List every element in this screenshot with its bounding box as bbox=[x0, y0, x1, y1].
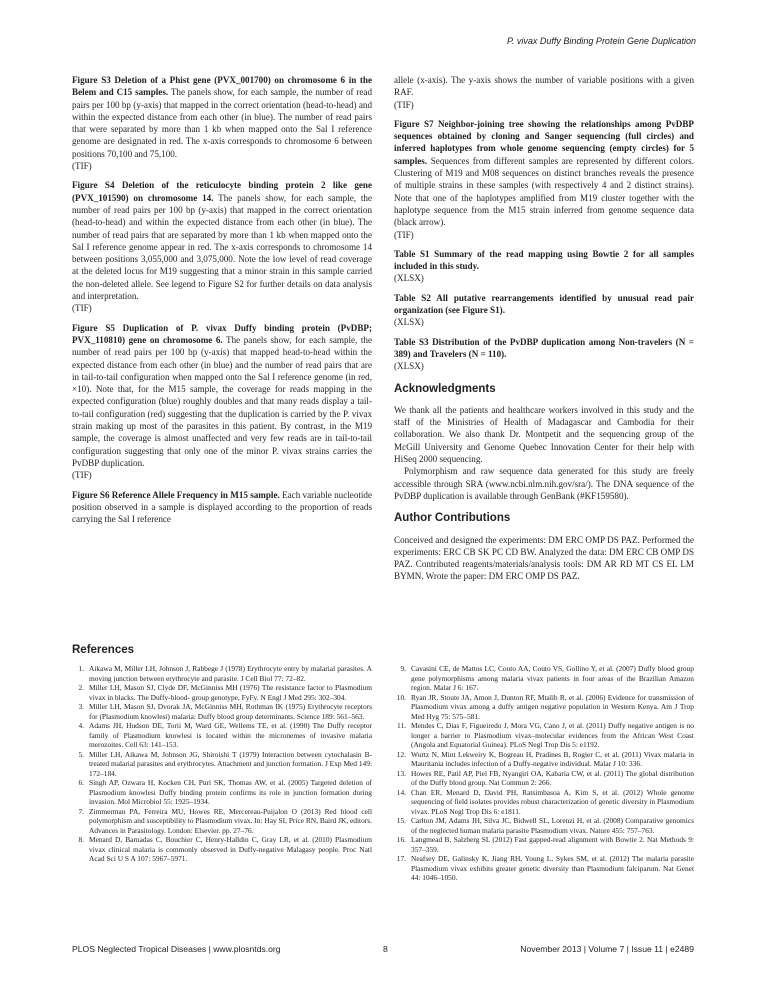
running-header bbox=[507, 36, 696, 46]
reference-number: 9. bbox=[400, 664, 406, 673]
reference-item bbox=[394, 769, 694, 788]
reference-number: 1. bbox=[78, 664, 84, 673]
footer-page-number: 8 bbox=[383, 944, 388, 954]
figure-s4-format: (TIF) bbox=[72, 303, 92, 314]
reference-text: Howes RE, Patil AP, Piel FB, Nyangiri OA, Kabaria CW, et al. (2011) The global distribution of the Duffy blood group. Nat Commun 2: 266. bbox=[411, 768, 694, 787]
table-s3-caption bbox=[394, 336, 694, 373]
reference-text: Neafsey DE, Galinsky K, Jiang RH, Young L, Sykes SM, et al. (2012) The malaria parasite Plasmodium vivax exhibits greater genetic diversity than Plasmodium falciparum. Nat Genet 44: 1046–1050. bbox=[411, 854, 694, 882]
reference-text: Menard D, Barnadas C, Bouchier C, Henry-Halldin C, Gray LR, et al. (2010) Plasmodium vivax clinical malaria is commonly observed in Duffy-negative Malagasy people. Proc Natl Acad Sci U S A 107: 5967–5971. bbox=[89, 835, 372, 863]
figure-s7-body: Sequences from different samples are represented by different colors. Clustering of M19 and M08 sequences on distinct branches reveals the presence of multiple strains in these samples (with respectively 4 and 2 distinct strains). Note that one of the haplotypes amplified from M19 cluster together with the haplotype sequence from the M15 strain inferred from genome sequence data (black arrow). bbox=[394, 155, 694, 228]
footer-journal: PLOS Neglected Tropical Diseases | www.plosntds.org bbox=[72, 944, 281, 954]
author-contributions-heading: Author Contributions bbox=[394, 512, 511, 525]
reference-number: 4. bbox=[78, 721, 84, 730]
reference-item bbox=[394, 693, 694, 722]
reference-item bbox=[394, 854, 694, 883]
reference-item bbox=[72, 664, 372, 683]
figure-s5-format: (TIF) bbox=[72, 470, 92, 481]
reference-item bbox=[394, 750, 694, 769]
figure-s5-title: Figure S5 Duplication of P. vivax Duffy binding protein (PvDBP; PVX_110810) gene on chromosome 6. bbox=[72, 322, 372, 345]
table-s3-format: (XLSX) bbox=[394, 361, 424, 372]
figure-s3-title: Figure S3 Deletion of a Phist gene (PVX_001700) on chromosome 6 in the Belem and C15 samples. bbox=[72, 75, 372, 98]
reference-text: Ryan JR, Stoute JA, Amon J, Dunton RF, Mtalib R, et al. (2006) Evidence for transmission of Plasmodium vivax among a duffy antigen negative population in Western Kenya. Am J Trop Med Hyg 75: 575–581. bbox=[411, 692, 694, 721]
figure-s3-format: (TIF) bbox=[72, 161, 92, 172]
reference-item bbox=[72, 778, 372, 807]
reference-text: Zimmerman PA, Ferreira MU, Howes RE, Mercereau-Puijalon O (2013) Red blood cell polymorphism and susceptibility to Plasmodium vivax. In: Hay SI, Price RN, Baird JK, editors. Advances in Parasitology. London: Elsevier. pp. 27–76. bbox=[89, 806, 372, 835]
footer-issue: November 2013 | Volume 7 | Issue 11 | e2489 bbox=[520, 944, 694, 954]
reference-number: 7. bbox=[78, 806, 84, 816]
acknowledgments-paragraph-2: Polymorphism and raw sequence data generated for this study are freely accessible through SRA (www.ncbi.nlm.nih.gov/sra/). The DNA sequence of the PvDBP duplication is available through GenBank (#KF159580). bbox=[394, 466, 694, 501]
figure-s7-format: (TIF) bbox=[394, 229, 414, 240]
reference-item bbox=[72, 702, 372, 721]
reference-number: 16. bbox=[396, 835, 406, 844]
reference-text: Mendes C, Dias F, Figueiredo J, Mora VG, Cano J, et al. (2011) Duffy negative antigen is no longer a barrier to Plasmodium vivax–molecular evidences from the African West Coast (Angola and Equatorial Guinea). PLoS Negl Trop Dis 5: e1192. bbox=[411, 721, 694, 749]
reference-number: 17. bbox=[396, 854, 406, 863]
reference-number: 6. bbox=[78, 778, 84, 787]
acknowledgments-paragraph-1: We thank all the patients and healthcare workers involved in this study and the staff of the Ministries of Health of Madagascar and Cambodia for their collaboration. We also thank Dr. Montpetit and the sequencing group of the McGill University and Genome Quebec Innovation Center for their help with HiSeq 2000 sequencing. bbox=[394, 404, 694, 465]
figure-s6-continued bbox=[394, 74, 694, 111]
reference-text: Miller LH, Mason SJ, Clyde DF, McGinniss MH (1976) The resistance factor to Plasmodium vivax in blacks. The Duffy-blood- group genotype, FyFy. N Engl J Med 295: 302–304. bbox=[89, 683, 372, 702]
references-left-column bbox=[72, 664, 372, 864]
references-right-column bbox=[394, 664, 694, 883]
table-s1-format: (XLSX) bbox=[394, 273, 424, 284]
reference-text: Langmead B, Salzberg SL (2012) Fast gapped-read alignment with Bowtie 2. Nat Methods 9: 357–359. bbox=[411, 835, 694, 854]
header-species: P. vivax bbox=[507, 36, 538, 46]
reference-text: Miller LH, Mason SJ, Dvorak JA, McGinniss MH, Rothman IK (1975) Erythrocyte receptors for (Plasmodium knowlesi) malaria: Duffy blood group determinants. Science 189: 561–563. bbox=[89, 702, 372, 721]
table-s2-caption bbox=[394, 292, 694, 329]
reference-text: Singh AP, Ozwara H, Kocken CH, Puri SK, Thomas AW, et al. (2005) Targeted deletion of Plasmodium knowlesi Duffy binding protein confirms its role in junction formation during invasion. Mol Microbiol 55: 1925–1934. bbox=[89, 778, 372, 806]
reference-item bbox=[72, 807, 372, 836]
author-contributions-text: Conceived and designed the experiments: DM ERC OMP DS PAZ. Performed the experiments: ERC CB SK PC CD BW. Analyzed the data: DM ERC CB OMP DS PAZ. Contributed reagents/materials/analysis tools: DM AR RD MT CS EL LM BYMN. Wrote the paper: DM ERC OMP DS PAZ. bbox=[394, 534, 694, 582]
table-s1-title: Table S1 Summary of the read mapping using Bowtie 2 for all samples included in this study. bbox=[394, 248, 694, 272]
reference-number: 2. bbox=[78, 683, 84, 692]
reference-text: Wurtz N, Mint Lekweiry K, Bogreau H, Pradines B, Rogier C, et al. (2011) Vivax malaria in Mauritania includes infection of a Duffy-negative individual. Malar J 10: 336. bbox=[411, 749, 694, 768]
reference-item bbox=[72, 683, 372, 702]
reference-number: 5. bbox=[78, 749, 84, 759]
reference-number: 12. bbox=[396, 749, 406, 759]
figure-s4-body: The panels show, for each sample, the number of read pairs per 100 bp (y-axis) that mapped in the correct orientation (head-to-head) and within the expected distance from each other (in blue). The number of read pairs that are separated by more than 1 kb when mapped onto the Sal I reference genome appear in red. The x-axis corresponds to chromosome 14 between positions 3,055,000 and 3,075,000. Note the low level of read coverage at the deleted locus for M19 suggesting that a minor strain in this sample carried the non-deleted allele. See legend to Figure S2 for further details on data analysis and interpretation. bbox=[72, 192, 372, 302]
table-s3-title: Table S3 Distribution of the PvDBP duplication among Non-travelers (N = 389) and Travelers (N = 110). bbox=[394, 336, 694, 359]
figure-s6-title: Figure S6 Reference Allele Frequency in M15 sample. bbox=[72, 489, 280, 500]
reference-number: 11. bbox=[397, 721, 406, 730]
table-s1-caption bbox=[394, 248, 694, 285]
reference-text: Miller LH, Aikawa M, Johnson JG, Shiroishi T (1979) Interaction between cytochalasin B-treated malarial parasites and erythrocytes. Attachment and junction formation. J Exp Med 149: 172–184. bbox=[89, 749, 372, 778]
reference-text: Adams JH, Hudson DE, Torii M, Ward GE, Wellems TE, et al. (1990) The Duffy receptor family of Plasmodium knowlesi is located within the micronemes of invasive malaria merozoites. Cell 63: 141–153. bbox=[89, 721, 372, 749]
reference-text: Chan ER, Menard D, David PH, Ratsimbasoa A, Kim S, et al. (2012) Whole genome sequencing of field isolates provides robust characterization of genetic diversity in Plasmodium vivax. PLoS Negl Trop Dis 6: e1811. bbox=[411, 787, 694, 816]
figure-s6-body: Each variable nucleotide position observed in a sample is displayed according to the proportion of reads carrying the Sal I reference bbox=[72, 489, 373, 525]
reference-item bbox=[394, 664, 694, 693]
figure-s6-format: (TIF) bbox=[394, 99, 414, 110]
left-column bbox=[72, 74, 372, 532]
reference-item bbox=[394, 835, 694, 854]
figure-s5-caption bbox=[72, 322, 372, 482]
figure-s3-body: The panels show, for each sample, the number of read pairs per 100 bp (y-axis) that mapped in the correct orientation (head-to-head) and within the expected distance from each other (in blue). The number of read pairs that were separated by more than 1 kb when mapped onto the Sal I reference genome are designated in red. The x-axis corresponds to chromosome 6 between positions 70,100 and 75,100. bbox=[72, 87, 372, 159]
figure-s5-body: The panels show, for each sample, the number of read pairs per 100 bp (y-axis) that mapped head-to-head within the expected distance from each other (in blue) and the number of read pairs that are in tail-to-tail configuration when mapped onto the Sal I reference genome (in red, ×10). Note that, for the M15 sample, the coverage for reads mapping in the expected configuration (blue) roughly doubles and that many reads display a tail-to-tail configuration (red) suggesting that the duplication is carried by the P. vivax strain making up most of the parasites in this patient. By contrast, in the M19 sample, the coverage is almost unaffected and very few reads are in tail-to-tail configuration suggesting that only one of the minor P. vivax strains carries the PvDBP duplication. bbox=[72, 334, 372, 468]
table-s2-format: (XLSX) bbox=[394, 317, 424, 328]
reference-text: Aikawa M, Miller LH, Johnson J, Rabbege J (1978) Erythrocyte entry by malarial parasites. A moving junction between erythrocyte and parasite. J Cell Biol 77: 72–82. bbox=[89, 664, 372, 683]
reference-item bbox=[394, 788, 694, 817]
figure-s4-caption bbox=[72, 179, 372, 314]
reference-number: 3. bbox=[78, 702, 84, 711]
reference-item bbox=[72, 835, 372, 864]
figure-s3-caption bbox=[72, 74, 372, 172]
reference-text: Carlton JM, Adams JH, Silva JC, Bidwell SL, Lorenzi H, et al. (2008) Comparative genomics of the neglected human malaria parasite Plasmodium vivax. Nature 455: 757–763. bbox=[411, 816, 694, 835]
acknowledgments-heading: Acknowledgments bbox=[394, 382, 496, 395]
right-column bbox=[394, 74, 694, 583]
figure-s7-caption bbox=[394, 118, 694, 241]
references-heading: References bbox=[72, 644, 135, 656]
table-s2-title: Table S2 All putative rearrangements identified by unusual read pair organization (see Figure S1). bbox=[394, 292, 694, 316]
reference-item bbox=[394, 816, 694, 835]
reference-number: 13. bbox=[396, 768, 406, 778]
reference-text: Cavasini CE, de Mattos LC, Couto AA, Couto VS, Gollino Y, et al. (2007) Duffy blood group gene polymorphisms among malaria vivax patients in four areas of the Brazilian Amazon region. Malar J 6: 167. bbox=[411, 664, 694, 692]
reference-number: 15. bbox=[396, 816, 406, 825]
reference-item bbox=[394, 721, 694, 750]
reference-number: 14. bbox=[396, 787, 406, 797]
figure-s4-title: Figure S4 Deletion of the reticulocyte binding protein 2 like gene (PVX_101590) on chromosome 14. bbox=[72, 180, 372, 203]
reference-number: 8. bbox=[78, 835, 84, 844]
reference-item bbox=[72, 750, 372, 779]
header-title: Duffy Binding Protein Gene Duplication bbox=[537, 36, 696, 46]
figure-s6-caption bbox=[72, 489, 372, 526]
figure-s7-title: Figure S7 Neighbor-joining tree showing the relationships among PvDBP sequences obtained by cloning and Sanger sequencing (full circles) and inferred haplotypes from whole genome sequencing (empty circles) for 5 samples. bbox=[394, 118, 694, 166]
figure-s6-body-cont: allele (x-axis). The y-axis shows the number of variable positions with a given RAF. bbox=[394, 75, 694, 98]
reference-item bbox=[72, 721, 372, 750]
reference-number: 10. bbox=[396, 692, 406, 702]
